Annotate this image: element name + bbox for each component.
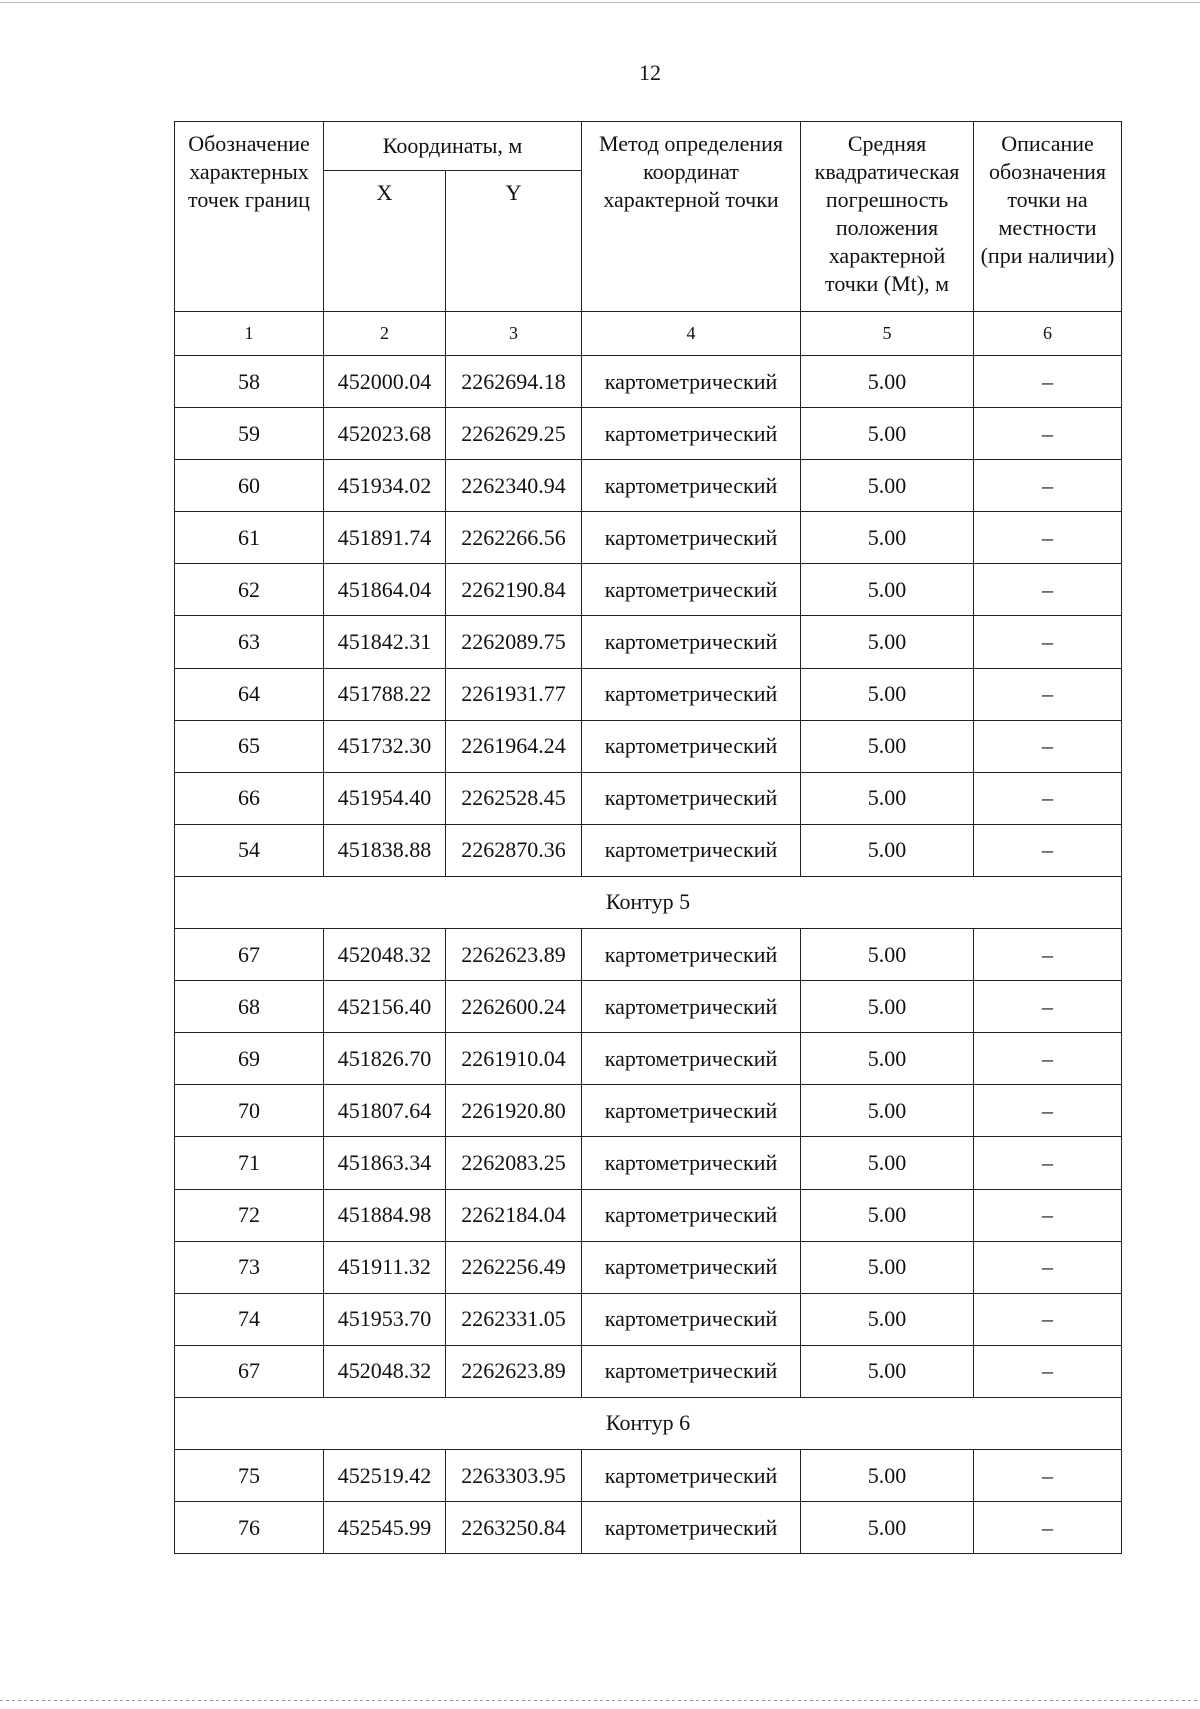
- point-id-cell: 60: [175, 460, 324, 512]
- method-cell: картометрический: [582, 981, 801, 1033]
- description-cell: –: [974, 1033, 1122, 1085]
- point-id-cell: 76: [175, 1502, 324, 1554]
- coordinates-table: [174, 121, 1122, 1554]
- description-cell: –: [974, 1137, 1122, 1189]
- y-coordinate-cell: 2262256.49: [446, 1241, 582, 1293]
- description-cell: –: [974, 772, 1122, 824]
- description-cell: –: [974, 616, 1122, 668]
- column-number: 4: [582, 312, 801, 356]
- y-coordinate-cell: 2261964.24: [446, 720, 582, 772]
- table-row: [175, 720, 1122, 772]
- point-id-cell: 64: [175, 668, 324, 720]
- error-cell: 5.00: [801, 460, 974, 512]
- x-coordinate-cell: 451884.98: [324, 1189, 446, 1241]
- method-cell: картометрический: [582, 616, 801, 668]
- error-cell: 5.00: [801, 1449, 974, 1501]
- error-cell: 5.00: [801, 512, 974, 564]
- y-coordinate-cell: 2263250.84: [446, 1502, 582, 1554]
- error-cell: 5.00: [801, 1293, 974, 1345]
- header-x: X: [324, 171, 446, 312]
- table-row: [175, 616, 1122, 668]
- table-row: [175, 408, 1122, 460]
- error-cell: 5.00: [801, 1033, 974, 1085]
- header-method: Метод определения координат характерной точки: [582, 122, 801, 312]
- x-coordinate-cell: 451807.64: [324, 1085, 446, 1137]
- description-cell: –: [974, 720, 1122, 772]
- table-row: [175, 356, 1122, 408]
- method-cell: картометрический: [582, 1345, 801, 1397]
- method-cell: картометрический: [582, 1189, 801, 1241]
- description-cell: –: [974, 408, 1122, 460]
- point-id-cell: 68: [175, 981, 324, 1033]
- y-coordinate-cell: 2262340.94: [446, 460, 582, 512]
- y-coordinate-cell: 2262694.18: [446, 356, 582, 408]
- contour-row: [175, 1397, 1122, 1449]
- table-row: [175, 512, 1122, 564]
- error-cell: 5.00: [801, 1189, 974, 1241]
- x-coordinate-cell: 451826.70: [324, 1033, 446, 1085]
- description-cell: –: [974, 1085, 1122, 1137]
- point-id-cell: 71: [175, 1137, 324, 1189]
- table-row: [175, 1137, 1122, 1189]
- method-cell: картометрический: [582, 564, 801, 616]
- method-cell: картометрический: [582, 1241, 801, 1293]
- method-cell: картометрический: [582, 929, 801, 981]
- column-number: 2: [324, 312, 446, 356]
- contour-label: Контур 6: [175, 1397, 1122, 1449]
- point-id-cell: 75: [175, 1449, 324, 1501]
- method-cell: картометрический: [582, 1293, 801, 1345]
- description-cell: –: [974, 1293, 1122, 1345]
- error-cell: 5.00: [801, 720, 974, 772]
- point-id-cell: 54: [175, 824, 324, 876]
- y-coordinate-cell: 2262190.84: [446, 564, 582, 616]
- method-cell: картометрический: [582, 1502, 801, 1554]
- x-coordinate-cell: 452023.68: [324, 408, 446, 460]
- table-row: [175, 1241, 1122, 1293]
- method-cell: картометрический: [582, 668, 801, 720]
- error-cell: 5.00: [801, 356, 974, 408]
- table-row: [175, 1189, 1122, 1241]
- description-cell: –: [974, 981, 1122, 1033]
- error-cell: 5.00: [801, 668, 974, 720]
- error-cell: 5.00: [801, 408, 974, 460]
- error-cell: 5.00: [801, 564, 974, 616]
- method-cell: картометрический: [582, 356, 801, 408]
- y-coordinate-cell: 2262083.25: [446, 1137, 582, 1189]
- error-cell: 5.00: [801, 772, 974, 824]
- error-cell: 5.00: [801, 1241, 974, 1293]
- table-row: [175, 668, 1122, 720]
- description-cell: –: [974, 356, 1122, 408]
- method-cell: картометрический: [582, 824, 801, 876]
- point-id-cell: 69: [175, 1033, 324, 1085]
- description-cell: –: [974, 564, 1122, 616]
- error-cell: 5.00: [801, 981, 974, 1033]
- method-cell: картометрический: [582, 460, 801, 512]
- column-numbers-row: [175, 312, 1122, 356]
- header-y: Y: [446, 171, 582, 312]
- y-coordinate-cell: 2263303.95: [446, 1449, 582, 1501]
- point-id-cell: 65: [175, 720, 324, 772]
- table-row: [175, 460, 1122, 512]
- error-cell: 5.00: [801, 1345, 974, 1397]
- x-coordinate-cell: 452545.99: [324, 1502, 446, 1554]
- y-coordinate-cell: 2261920.80: [446, 1085, 582, 1137]
- x-coordinate-cell: 451838.88: [324, 824, 446, 876]
- x-coordinate-cell: 451863.34: [324, 1137, 446, 1189]
- x-coordinate-cell: 451911.32: [324, 1241, 446, 1293]
- x-coordinate-cell: 452048.32: [324, 1345, 446, 1397]
- x-coordinate-cell: 451864.04: [324, 564, 446, 616]
- x-coordinate-cell: 451788.22: [324, 668, 446, 720]
- table-row: [175, 1085, 1122, 1137]
- description-cell: –: [974, 1345, 1122, 1397]
- method-cell: картометрический: [582, 512, 801, 564]
- scan-bottom-edge: [0, 1700, 1200, 1701]
- method-cell: картометрический: [582, 772, 801, 824]
- x-coordinate-cell: 451934.02: [324, 460, 446, 512]
- column-number: 3: [446, 312, 582, 356]
- point-id-cell: 72: [175, 1189, 324, 1241]
- y-coordinate-cell: 2262870.36: [446, 824, 582, 876]
- table-row: [175, 1033, 1122, 1085]
- table-row: [175, 981, 1122, 1033]
- y-coordinate-cell: 2262266.56: [446, 512, 582, 564]
- table-row: [175, 824, 1122, 876]
- column-number: 6: [974, 312, 1122, 356]
- method-cell: картометрический: [582, 408, 801, 460]
- contour-row: [175, 876, 1122, 928]
- header-description: Описание обозначения точки на местности (при наличии): [974, 122, 1122, 312]
- y-coordinate-cell: 2262089.75: [446, 616, 582, 668]
- description-cell: –: [974, 929, 1122, 981]
- page-number: 12: [639, 60, 661, 85]
- table-row: [175, 564, 1122, 616]
- description-cell: –: [974, 460, 1122, 512]
- table-row: [175, 1293, 1122, 1345]
- error-cell: 5.00: [801, 1502, 974, 1554]
- point-id-cell: 62: [175, 564, 324, 616]
- table-body: [175, 356, 1122, 1554]
- x-coordinate-cell: 452000.04: [324, 356, 446, 408]
- error-cell: 5.00: [801, 929, 974, 981]
- y-coordinate-cell: 2262623.89: [446, 1345, 582, 1397]
- x-coordinate-cell: 451732.30: [324, 720, 446, 772]
- x-coordinate-cell: 452156.40: [324, 981, 446, 1033]
- y-coordinate-cell: 2262600.24: [446, 981, 582, 1033]
- y-coordinate-cell: 2261931.77: [446, 668, 582, 720]
- description-cell: –: [974, 1241, 1122, 1293]
- y-coordinate-cell: 2262623.89: [446, 929, 582, 981]
- header-error: Средняя квадратическая погрешность положения характерной точки (Mt), м: [801, 122, 974, 312]
- scan-top-edge: [0, 2, 1200, 3]
- method-cell: картометрический: [582, 1449, 801, 1501]
- header-coordinates: Координаты, м: [324, 122, 582, 171]
- table-row: [175, 772, 1122, 824]
- x-coordinate-cell: 452048.32: [324, 929, 446, 981]
- x-coordinate-cell: 451842.31: [324, 616, 446, 668]
- y-coordinate-cell: 2262528.45: [446, 772, 582, 824]
- description-cell: –: [974, 1189, 1122, 1241]
- column-number: 5: [801, 312, 974, 356]
- point-id-cell: 67: [175, 929, 324, 981]
- description-cell: –: [974, 1502, 1122, 1554]
- point-id-cell: 73: [175, 1241, 324, 1293]
- y-coordinate-cell: 2262184.04: [446, 1189, 582, 1241]
- point-id-cell: 63: [175, 616, 324, 668]
- point-id-cell: 66: [175, 772, 324, 824]
- y-coordinate-cell: 2262629.25: [446, 408, 582, 460]
- point-id-cell: 58: [175, 356, 324, 408]
- table-row: [175, 929, 1122, 981]
- method-cell: картометрический: [582, 1033, 801, 1085]
- point-id-cell: 67: [175, 1345, 324, 1397]
- y-coordinate-cell: 2262331.05: [446, 1293, 582, 1345]
- x-coordinate-cell: 451954.40: [324, 772, 446, 824]
- method-cell: картометрический: [582, 720, 801, 772]
- point-id-cell: 61: [175, 512, 324, 564]
- contour-label: Контур 5: [175, 876, 1122, 928]
- point-id-cell: 70: [175, 1085, 324, 1137]
- table-row: [175, 1502, 1122, 1554]
- header-designation: Обозначение характерных точек границ: [175, 122, 324, 312]
- y-coordinate-cell: 2261910.04: [446, 1033, 582, 1085]
- x-coordinate-cell: 452519.42: [324, 1449, 446, 1501]
- method-cell: картометрический: [582, 1137, 801, 1189]
- method-cell: картометрический: [582, 1085, 801, 1137]
- description-cell: –: [974, 668, 1122, 720]
- error-cell: 5.00: [801, 616, 974, 668]
- table-row: [175, 1345, 1122, 1397]
- description-cell: –: [974, 512, 1122, 564]
- error-cell: 5.00: [801, 1085, 974, 1137]
- error-cell: 5.00: [801, 824, 974, 876]
- point-id-cell: 59: [175, 408, 324, 460]
- x-coordinate-cell: 451891.74: [324, 512, 446, 564]
- point-id-cell: 74: [175, 1293, 324, 1345]
- error-cell: 5.00: [801, 1137, 974, 1189]
- x-coordinate-cell: 451953.70: [324, 1293, 446, 1345]
- description-cell: –: [974, 824, 1122, 876]
- column-number: 1: [175, 312, 324, 356]
- description-cell: –: [974, 1449, 1122, 1501]
- table-row: [175, 1449, 1122, 1501]
